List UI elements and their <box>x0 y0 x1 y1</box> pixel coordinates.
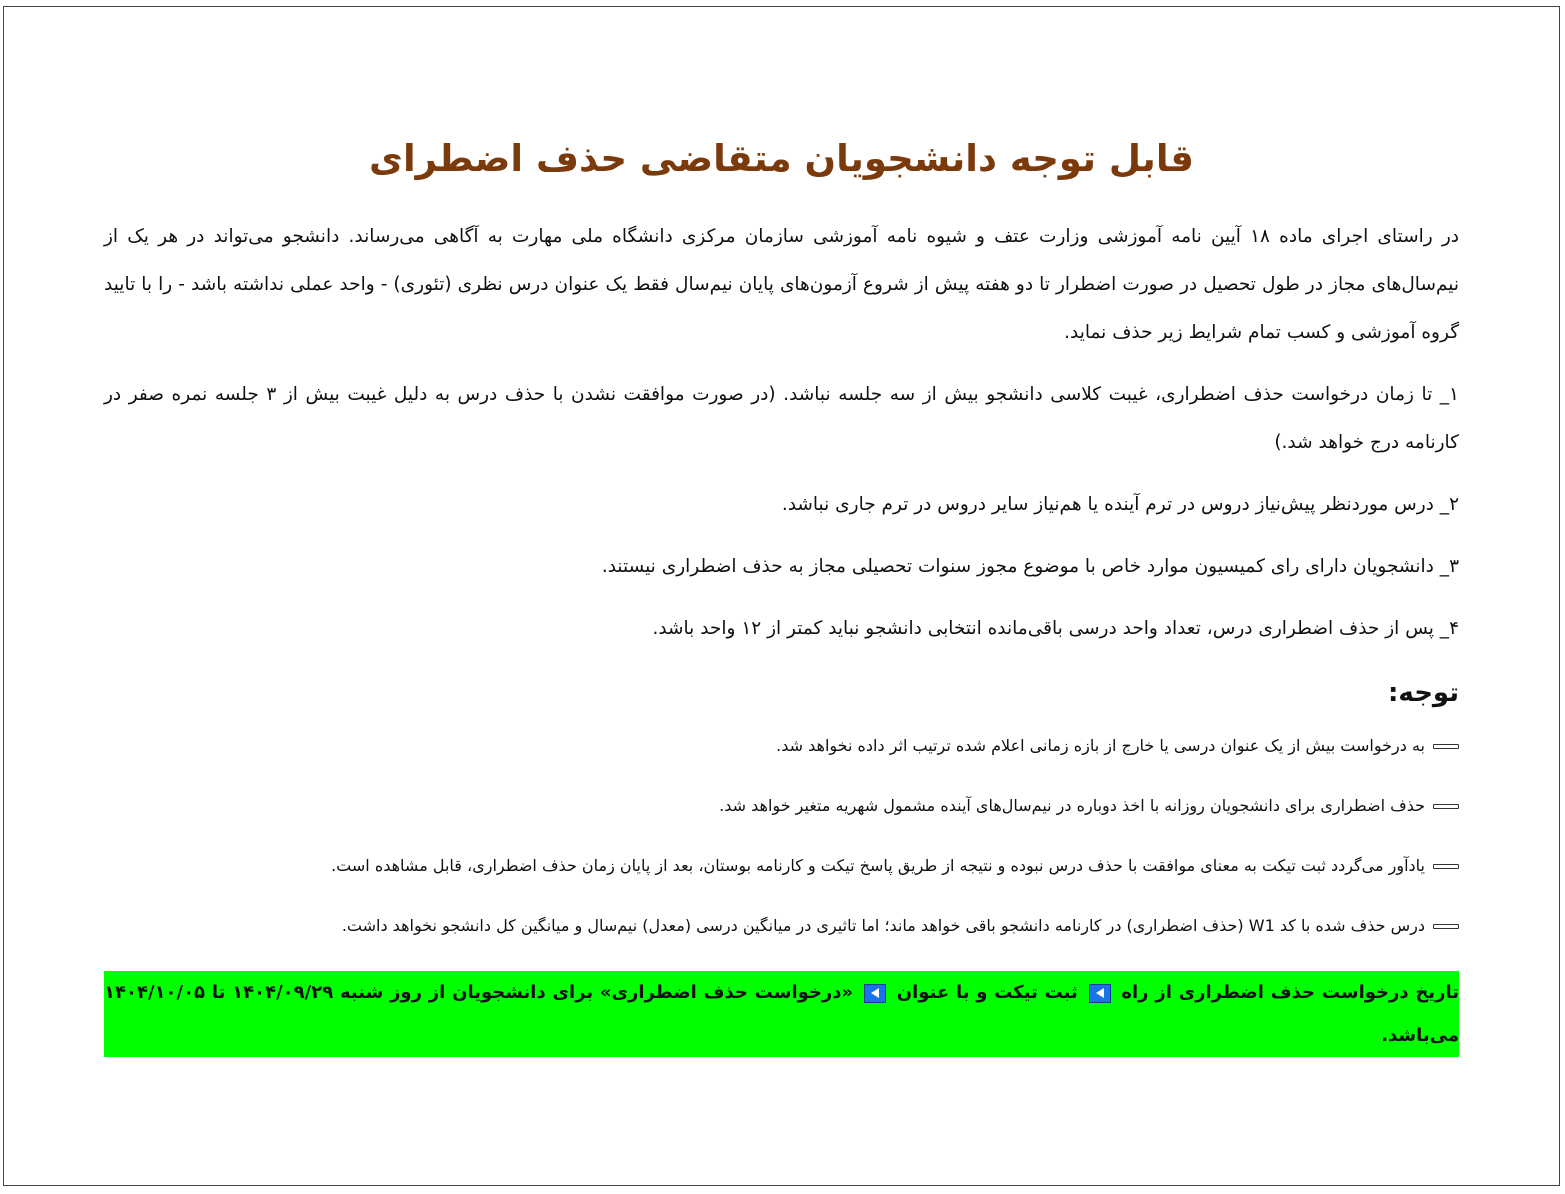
play-left-icon <box>1089 984 1111 1003</box>
condition-4: ۴_ پس از حذف اضطراری درس، تعداد واحد درسی باقی‌مانده انتخابی دانشجو نباید کمتر از ۱۲ واحد باشد. <box>652 618 1459 639</box>
deadline-text-2: ثبت تیکت و با عنوان <box>896 982 1078 1003</box>
document-content <box>104 127 1459 1057</box>
condition-2: ۲_ درس موردنظر پیش‌نیاز دروس در ترم آینده یا هم‌نیاز سایر دروس در ترم جاری نباشد. <box>781 494 1459 515</box>
dash-bullet-icon <box>1433 804 1459 809</box>
condition-1: ۱_ تا زمان درخواست حذف اضطراری، غیبت کلاسی دانشجو بیش از سه جلسه نباشد. (در صورت موافقت نشدن با حذف درس به دلیل غیبت بیش از ۳ جلسه نمره صفر در کارنامه درج خواهد شد.) <box>104 384 1459 453</box>
note-text-after-code: (حذف اضطراری) در کارنامه دانشجو باقی خواهد ماند؛ اما تاثیری در میانگین درسی (معدل) نیم‌سال و میانگین کل دانشجو نخواهد داشت. <box>341 916 1244 935</box>
note-item <box>104 791 1459 821</box>
note-text: یادآور می‌گردد ثبت تیکت به معنای موافقت با حذف درس نبوده و نتیجه از طریق پاسخ تیکت و کارنامه بوستان، بعد از پایان زمان حذف اضطراری، قابل مشاهده است. <box>331 856 1425 875</box>
deadline-text-1: تاریخ درخواست حذف اضطراری از راه <box>1121 982 1459 1003</box>
note-heading: توجه: <box>1388 678 1459 708</box>
note-text <box>342 911 1425 941</box>
note-item <box>104 911 1459 941</box>
intro-paragraph: در راستای اجرای ماده ۱۸ آیین نامه آموزشی وزارت عتف و شیوه نامه آموزشی سازمان مرکزی دانشگاه ملی مهارت به آگاهی می‌رساند. دانشجو می‌تواند در هر یک از نیم‌سال‌های مجاز در طول تحصیل در صورت اضطرار تا دو هفته پیش از شروع آزمون‌های پایان نیم‌سال فقط یک عنوان درس نظری (تئوری) - واحد عملی نداشته باشد - را با تایید گروه آموزشی و کسب تمام شرایط زیر حذف نماید. <box>104 226 1459 343</box>
note-text-before-code: درس حذف شده با کد <box>1279 916 1425 935</box>
document-page <box>3 6 1560 1186</box>
play-left-icon <box>864 984 886 1003</box>
dash-bullet-icon <box>1433 924 1459 929</box>
dash-bullet-icon <box>1433 744 1459 749</box>
note-item <box>104 851 1459 881</box>
condition-3: ۳_ دانشجویان دارای رای کمیسیون موارد خاص با موضوع مجوز سنوات تحصیلی مجاز به حذف اضطراری نیستند. <box>601 556 1459 577</box>
deadline-text-3: «درخواست حذف اضطراری» برای دانشجویان از روز شنبه ۱۴۰۴/۰۹/۲۹ تا ۱۴۰۴/۱۰/۰۵ می‌باشد. <box>104 982 1459 1046</box>
dash-bullet-icon <box>1433 864 1459 869</box>
document-title: قابل توجه دانشجویان متقاضی حذف اضطرای <box>369 137 1194 180</box>
course-code: W1 <box>1248 916 1275 935</box>
highlighted-deadline <box>104 971 1459 1057</box>
note-text: به درخواست بیش از یک عنوان درسی یا خارج از بازه زمانی اعلام شده ترتیب اثر داده نخواهد شد. <box>776 736 1425 755</box>
note-text: حذف اضطراری برای دانشجویان روزانه با اخذ دوباره در نیم‌سال‌های آینده مشمول شهریه متغیر خواهد شد. <box>719 796 1425 815</box>
note-item <box>104 731 1459 761</box>
